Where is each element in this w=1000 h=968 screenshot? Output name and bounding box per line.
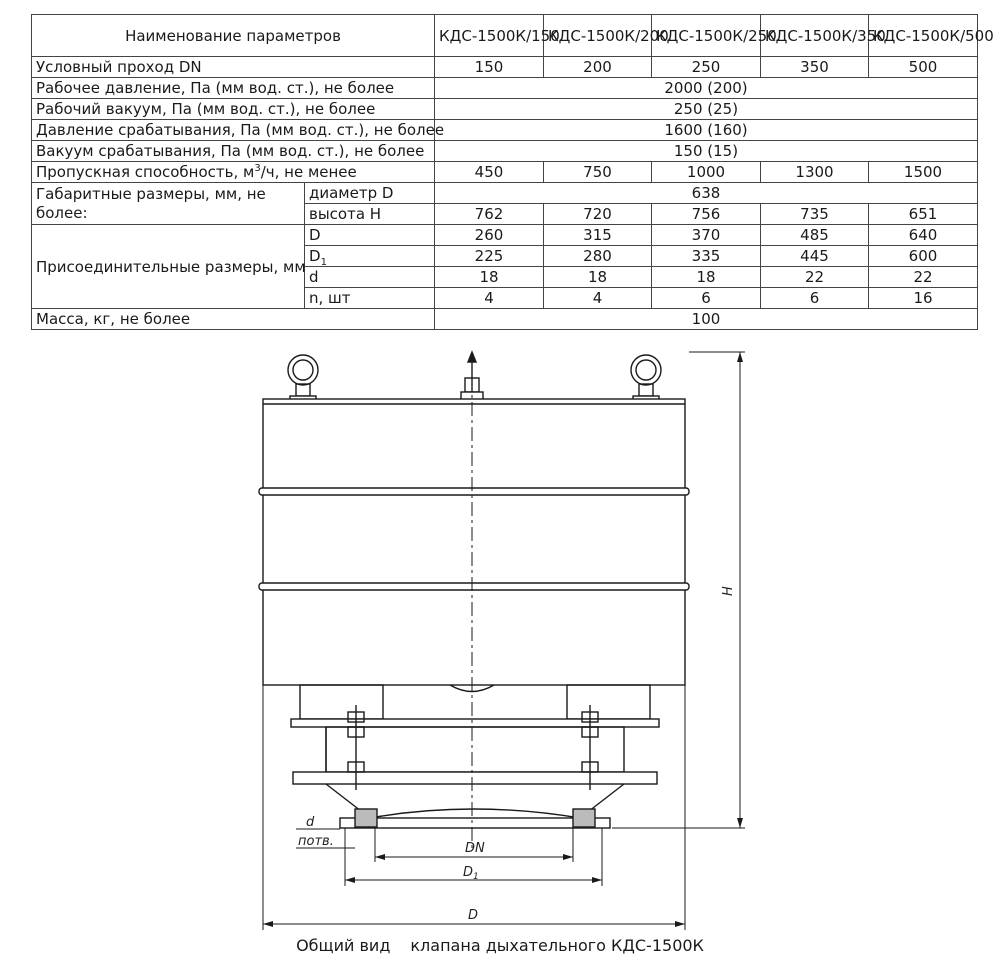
table-cell: 651 [869, 204, 978, 225]
table-cell: 762 [435, 204, 544, 225]
model-header: КДС-1500К/350 [761, 15, 869, 57]
subscript: 1 [320, 257, 327, 268]
table-cell: 720 [544, 204, 652, 225]
table-cell: 640 [869, 225, 978, 246]
table-cell: 250 [652, 57, 761, 78]
caption-part1: Общий вид [296, 936, 391, 955]
table-cell: 18 [544, 267, 652, 288]
table-cell: 225 [435, 246, 544, 267]
table-cell: 445 [761, 246, 869, 267]
sub-label: D [305, 225, 435, 246]
table-cell: 18 [652, 267, 761, 288]
model-header: КДС-1500К/500 [869, 15, 978, 57]
dim-D1-label [463, 865, 479, 882]
table-cell: 18 [435, 267, 544, 288]
table-cell: 100 [435, 309, 978, 330]
connection-flange [340, 809, 610, 828]
table-cell: 1500 [869, 162, 978, 183]
row-label: Условный проход DN [32, 57, 435, 78]
row-label-text: Пропускная способность, м [36, 163, 255, 181]
row-label: Рабочий вакуум, Па (мм вод. ст.), не более [32, 99, 435, 120]
figure-caption [0, 936, 1000, 955]
table-cell: 280 [544, 246, 652, 267]
table-row-conn-D [32, 225, 978, 246]
table-row-working-pressure [32, 78, 978, 99]
table-cell: 200 [544, 57, 652, 78]
dim-D1-main: D [463, 865, 474, 880]
sub-label: d [305, 267, 435, 288]
table-row-overall-diameter [32, 183, 978, 204]
valve-drawing [0, 340, 1000, 936]
table-cell: 4 [544, 288, 652, 309]
row-label-text: /ч, не менее [260, 163, 357, 181]
table-cell: 16 [869, 288, 978, 309]
table-row-mass [32, 309, 978, 330]
table-row-dn [32, 57, 978, 78]
dim-holes-label: потв. [298, 834, 334, 849]
table-row-capacity [32, 162, 978, 183]
table-cell: 638 [435, 183, 978, 204]
table-row-trigger-vacuum [32, 141, 978, 162]
dim-H-label: H [721, 586, 736, 596]
table-cell: 756 [652, 204, 761, 225]
dim-D-label: D [468, 908, 479, 923]
table-cell: 500 [869, 57, 978, 78]
dim-d-label: d [306, 815, 315, 830]
sub-label: диаметр D [305, 183, 435, 204]
sub-label: n, шт [305, 288, 435, 309]
table-cell: 22 [869, 267, 978, 288]
superscript: 3 [254, 163, 261, 174]
table-cell: 450 [435, 162, 544, 183]
row-label: Вакуум срабатывания, Па (мм вод. ст.), не более [32, 141, 435, 162]
table-cell: 4 [435, 288, 544, 309]
support-frame [291, 685, 659, 818]
lifting-eye-left [288, 355, 318, 401]
row-label: Рабочее давление, Па (мм вод. ст.), не более [32, 78, 435, 99]
table-cell: 150 (15) [435, 141, 978, 162]
table-cell: 250 (25) [435, 99, 978, 120]
model-header: КДС-1500К/200 [544, 15, 652, 57]
table-cell: 2000 (200) [435, 78, 978, 99]
valve-housing [259, 399, 689, 685]
table-cell: 350 [761, 57, 869, 78]
table-cell: 600 [869, 246, 978, 267]
model-header: КДС-1500К/250 [652, 15, 761, 57]
table-cell: 750 [544, 162, 652, 183]
row-label: Габаритные размеры, мм, не более: [32, 183, 305, 225]
caption-part2: клапана дыхательного КДС-1500К [410, 936, 704, 955]
spec-table [31, 14, 994, 330]
table-cell: 150 [435, 57, 544, 78]
lifting-eye-right [631, 355, 661, 401]
row-label: Давление срабатывания, Па (мм вод. ст.), не более [32, 120, 435, 141]
row-label: Присоединительные размеры, мм [32, 225, 305, 309]
dim-DN-label: DN [465, 841, 485, 856]
table-cell: 22 [761, 267, 869, 288]
row-label [32, 162, 435, 183]
table-cell: 485 [761, 225, 869, 246]
table-cell: 335 [652, 246, 761, 267]
table-cell: 1300 [761, 162, 869, 183]
table-cell: 6 [761, 288, 869, 309]
table-cell: 370 [652, 225, 761, 246]
row-label: Масса, кг, не более [32, 309, 435, 330]
sub-label: высота H [305, 204, 435, 225]
model-header: КДС-1500К/150 [435, 15, 544, 57]
table-cell: 1600 (160) [435, 120, 978, 141]
table-cell: 735 [761, 204, 869, 225]
table-row-working-vacuum [32, 99, 978, 120]
table-row-trigger-pressure [32, 120, 978, 141]
dim-D1-sub: 1 [473, 872, 479, 882]
table-cell: 1000 [652, 162, 761, 183]
sub-label-text: D [309, 247, 321, 265]
table-header-row [32, 15, 978, 57]
param-header: Наименование параметров [32, 15, 435, 57]
table-cell: 260 [435, 225, 544, 246]
table-cell: 315 [544, 225, 652, 246]
sub-label [305, 246, 435, 267]
table-cell: 6 [652, 288, 761, 309]
